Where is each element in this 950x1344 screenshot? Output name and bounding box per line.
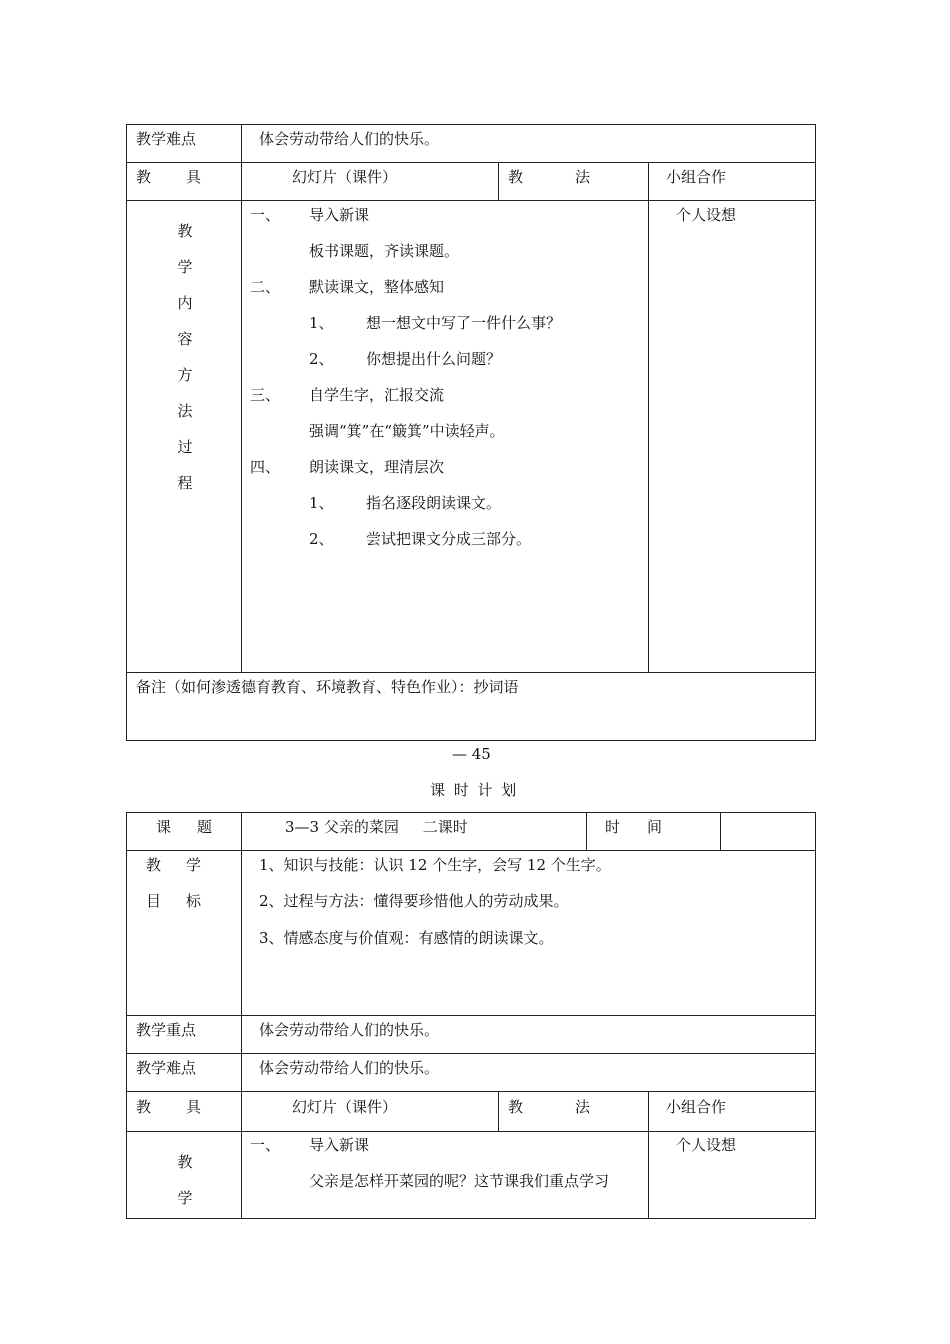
difficulty-label: 教学难点 <box>136 130 197 148</box>
table-border <box>126 740 816 741</box>
personal-label: 个人设想 <box>676 1136 737 1154</box>
topic-value: 3—3 父亲的菜园 二课时 <box>285 818 468 836</box>
table-border <box>498 162 499 200</box>
personal-label: 个人设想 <box>676 206 737 224</box>
table-border <box>126 812 816 813</box>
process-label-char: 教 <box>177 222 193 240</box>
process-line-text: 导入新课 <box>309 1136 370 1154</box>
table-border <box>126 1218 816 1219</box>
time-label-char: 时 <box>605 818 621 836</box>
process-label-char: 学 <box>177 258 193 276</box>
process-line-num: 1、 <box>309 494 334 512</box>
table-border <box>586 812 587 850</box>
process-label-char: 法 <box>177 402 193 420</box>
process-line-text: 强调“箕”在“簸箕”中读轻声。 <box>309 422 505 440</box>
topic-label-char: 课 <box>156 818 172 836</box>
method-label-char: 教 <box>508 1098 524 1116</box>
goal-line: 2、过程与方法：懂得要珍惜他人的劳动成果。 <box>259 892 569 910</box>
table-border <box>241 124 242 672</box>
page-title: 课 时 计 划 <box>430 781 519 799</box>
tools-value: 幻灯片（课件） <box>292 168 398 186</box>
table-border <box>126 672 816 673</box>
process-label-char: 过 <box>177 438 193 456</box>
process-line-num: 1、 <box>309 314 334 332</box>
page-number: — 45 <box>452 745 491 763</box>
process-line-num: 二、 <box>250 278 281 296</box>
goal-label-char: 标 <box>186 892 202 910</box>
process-line-text: 你想提出什么问题？ <box>366 350 502 368</box>
table-border <box>126 200 816 201</box>
process-line-text: 自学生字，汇报交流 <box>309 386 445 404</box>
table-border <box>126 124 816 125</box>
process-label-char: 方 <box>177 366 193 384</box>
goal-label-char: 教 <box>146 856 162 874</box>
process-line-text: 默读课文，整体感知 <box>309 278 445 296</box>
process-line-num: 四、 <box>250 458 281 476</box>
process-label-char: 内 <box>177 294 193 312</box>
process-line-text: 朗读课文，理清层次 <box>309 458 445 476</box>
table-border <box>815 124 816 741</box>
process-line-text: 导入新课 <box>309 206 370 224</box>
goal-label-char: 目 <box>146 892 162 910</box>
process-label-char: 学 <box>177 1189 193 1207</box>
process-line-text: 板书课题，齐读课题。 <box>309 242 460 260</box>
table-border <box>648 1091 649 1219</box>
difficulty-text: 体会劳动带给人们的快乐。 <box>259 1059 440 1077</box>
method-label-char: 教 <box>508 168 524 186</box>
time-label-char: 间 <box>647 818 663 836</box>
difficulty-text: 体会劳动带给人们的快乐。 <box>259 130 440 148</box>
key-label: 教学重点 <box>136 1021 197 1039</box>
process-label-char: 教 <box>177 1153 193 1171</box>
method-label-char: 法 <box>575 1098 591 1116</box>
process-line-text: 尝试把课文分成三部分。 <box>366 530 532 548</box>
tools-label-char: 具 <box>186 168 202 186</box>
tools-label-char: 教 <box>136 168 152 186</box>
table-border <box>815 812 816 1219</box>
table-border <box>126 1091 816 1092</box>
tools-label-char: 教 <box>136 1098 152 1116</box>
table-border <box>720 812 721 850</box>
table-border <box>126 124 127 741</box>
table-border <box>648 162 649 672</box>
process-line-text: 想一想文中写了一件什么事？ <box>366 314 562 332</box>
process-line-num: 三、 <box>250 386 281 404</box>
table-border <box>126 1131 816 1132</box>
table-border <box>126 1053 816 1054</box>
method-label-char: 法 <box>575 168 591 186</box>
method-value: 小组合作 <box>666 1098 727 1116</box>
table-border <box>126 1015 816 1016</box>
process-line-num: 一、 <box>250 206 281 224</box>
method-value: 小组合作 <box>666 168 727 186</box>
difficulty-label: 教学难点 <box>136 1059 197 1077</box>
process-label-char: 程 <box>177 474 193 492</box>
table-border <box>498 1091 499 1131</box>
tools-value: 幻灯片（课件） <box>292 1098 398 1116</box>
goal-line: 3、情感态度与价值观：有感情的朗读课文。 <box>259 929 554 947</box>
process-line-num: 2、 <box>309 530 334 548</box>
process-line-num: 2、 <box>309 350 334 368</box>
goal-label-char: 学 <box>186 856 202 874</box>
table-border <box>241 812 242 1219</box>
process-line-text: 指名逐段朗读课文。 <box>366 494 502 512</box>
remark-text: 备注（如何渗透德育教育、环境教育、特色作业）：抄词语 <box>136 678 519 696</box>
table-border <box>126 162 816 163</box>
tools-label-char: 具 <box>186 1098 202 1116</box>
process-label-char: 容 <box>177 330 193 348</box>
topic-label-char: 题 <box>197 818 213 836</box>
process-line-text: 父亲是怎样开菜园的呢？这节课我们重点学习 <box>309 1172 610 1190</box>
process-line-num: 一、 <box>250 1136 281 1154</box>
key-text: 体会劳动带给人们的快乐。 <box>259 1021 440 1039</box>
goal-line: 1、知识与技能：认识 12 个生字，会写 12 个生字。 <box>259 856 611 874</box>
table-border <box>126 812 127 1219</box>
table-border <box>126 850 816 851</box>
